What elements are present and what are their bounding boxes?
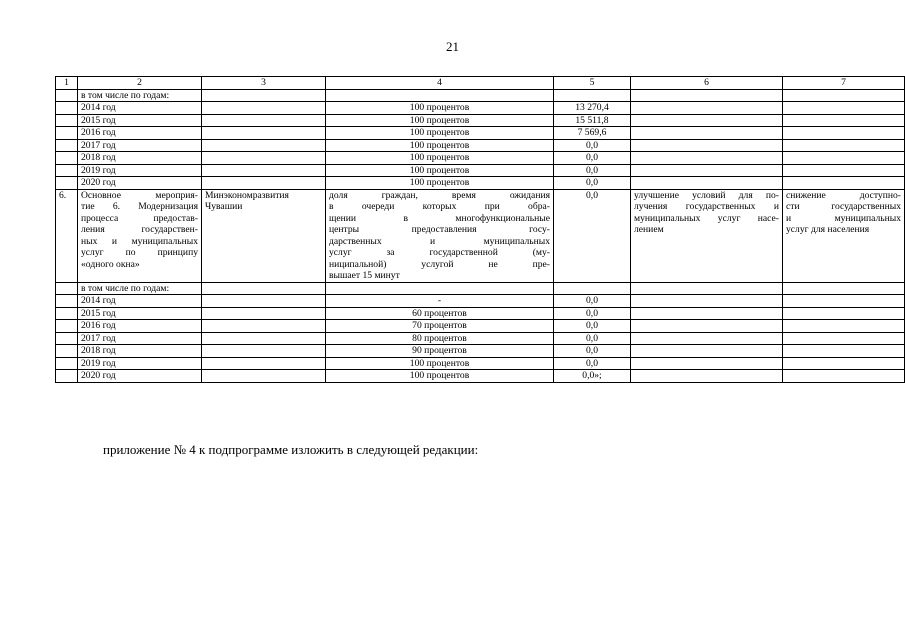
empty-cell (202, 127, 326, 140)
cell-text-line: доля граждан, время ожидания (329, 189, 550, 201)
empty-cell (202, 370, 326, 383)
indicator-value-cell: 80 процентов (326, 332, 554, 345)
empty-cell (631, 152, 783, 165)
empty-cell (783, 89, 905, 102)
group-caption: в том числе по годам: (78, 89, 202, 102)
empty-cell (56, 345, 78, 358)
empty-cell (202, 332, 326, 345)
empty-cell (554, 89, 631, 102)
page-number: 21 (446, 39, 459, 54)
funding-value-cell: 13 270,4 (554, 102, 631, 115)
indicator-value-cell: 100 процентов (326, 177, 554, 190)
empty-cell (783, 345, 905, 358)
year-row (56, 295, 905, 308)
year-cell: 2018 год (78, 152, 202, 165)
funding-value-cell: 0,0 (554, 357, 631, 370)
cell-text-line: щении в многофункциональные (329, 212, 550, 224)
indicator-value-cell: 100 процентов (326, 164, 554, 177)
indicator-value-cell: 100 процентов (326, 114, 554, 127)
empty-cell (631, 164, 783, 177)
cell-text-line: Чувашии (205, 201, 243, 212)
year-cell: 2014 год (78, 295, 202, 308)
year-cell: 2018 год (78, 345, 202, 358)
empty-cell (783, 295, 905, 308)
cell-text-line: услуг по принципу (81, 247, 198, 258)
empty-cell (202, 282, 326, 295)
empty-cell (783, 127, 905, 140)
cell-text-line: центры предоставления госу- (329, 224, 550, 235)
year-row (56, 177, 905, 190)
empty-cell (631, 332, 783, 345)
empty-cell (631, 177, 783, 190)
empty-cell (56, 357, 78, 370)
empty-cell (56, 139, 78, 152)
header-cell: 3 (202, 77, 326, 90)
event-name-cell (78, 189, 202, 282)
empty-cell (783, 164, 905, 177)
year-row (56, 332, 905, 345)
year-cell: 2019 год (78, 357, 202, 370)
empty-cell (783, 370, 905, 383)
empty-cell (202, 307, 326, 320)
program-table (55, 76, 905, 383)
year-cell: 2017 год (78, 139, 202, 152)
empty-cell (783, 152, 905, 165)
empty-cell (202, 164, 326, 177)
empty-cell (631, 102, 783, 115)
expected-result-cell (631, 189, 783, 282)
header-cell: 2 (78, 77, 202, 90)
year-row (56, 357, 905, 370)
header-cell: 1 (56, 77, 78, 90)
empty-cell (56, 295, 78, 308)
year-row (56, 370, 905, 383)
cell-text-line: тие 6. Модернизация (81, 201, 198, 212)
funding-value-cell: 0,0»; (554, 370, 631, 383)
funding-value-cell: 15 511,8 (554, 114, 631, 127)
empty-cell (56, 164, 78, 177)
empty-cell (56, 114, 78, 127)
empty-cell (631, 370, 783, 383)
funding-value-cell: 0,0 (554, 164, 631, 177)
indicator-value-cell: 60 процентов (326, 307, 554, 320)
cell-text-line: снижение доступно- (786, 189, 901, 201)
empty-cell (202, 177, 326, 190)
empty-cell (554, 282, 631, 295)
indicator-value-cell: 100 процентов (326, 152, 554, 165)
year-cell: 2016 год (78, 320, 202, 333)
indicator-cell (326, 189, 554, 282)
empty-cell (631, 320, 783, 333)
empty-cell (631, 139, 783, 152)
table-header-row (56, 77, 905, 90)
empty-cell (631, 89, 783, 102)
empty-cell (783, 114, 905, 127)
empty-cell (202, 139, 326, 152)
cell-text-line: ления государствен- (81, 224, 198, 235)
indicator-value-cell: 100 процентов (326, 370, 554, 383)
funding-value-cell: 0,0 (554, 332, 631, 345)
event-row (56, 189, 905, 282)
year-cell: 2017 год (78, 332, 202, 345)
funding-value-cell: 0,0 (554, 295, 631, 308)
risk-cell (783, 189, 905, 282)
cell-text-line: дарственных и муниципальных (329, 235, 550, 247)
indicator-value-cell: 70 процентов (326, 320, 554, 333)
funding-value-cell: 0,0 (554, 139, 631, 152)
header-cell: 7 (783, 77, 905, 90)
empty-cell (783, 102, 905, 115)
funding-value-cell: 0,0 (554, 320, 631, 333)
year-cell: 2020 год (78, 177, 202, 190)
group-caption: в том числе по годам: (78, 282, 202, 295)
empty-cell (631, 307, 783, 320)
funding-value-cell: 0,0 (554, 177, 631, 190)
empty-cell (56, 282, 78, 295)
empty-cell (202, 152, 326, 165)
group-caption-row (56, 282, 905, 295)
funding-value-cell: 0,0 (554, 345, 631, 358)
year-row (56, 345, 905, 358)
empty-cell (56, 152, 78, 165)
group-caption-row (56, 89, 905, 102)
empty-cell (783, 139, 905, 152)
item-number: 6. (56, 189, 78, 282)
empty-cell (783, 332, 905, 345)
year-cell: 2015 год (78, 307, 202, 320)
year-row (56, 307, 905, 320)
year-cell: 2014 год (78, 102, 202, 115)
year-cell: 2015 год (78, 114, 202, 127)
empty-cell (783, 177, 905, 190)
year-cell: 2016 год (78, 127, 202, 140)
empty-cell (783, 320, 905, 333)
empty-cell (56, 307, 78, 320)
empty-cell (783, 282, 905, 295)
year-row (56, 102, 905, 115)
cell-text-line: услуг для населения (786, 224, 870, 235)
year-cell: 2019 год (78, 164, 202, 177)
header-cell: 6 (631, 77, 783, 90)
header-cell: 4 (326, 77, 554, 90)
empty-cell (56, 127, 78, 140)
cell-text-line: лением (634, 224, 664, 235)
cell-text-line: Минэкономразвития (205, 189, 289, 201)
empty-cell (56, 102, 78, 115)
empty-cell (202, 89, 326, 102)
empty-cell (202, 345, 326, 358)
funding-value-cell: 0,0 (554, 189, 631, 282)
year-row (56, 320, 905, 333)
cell-text-line: вышает 15 минут (329, 270, 400, 281)
empty-cell (202, 295, 326, 308)
indicator-value-cell: 90 процентов (326, 345, 554, 358)
cell-text-line: Основное мероприя- (81, 189, 198, 201)
indicator-value-cell: 100 процентов (326, 357, 554, 370)
cell-text-line: и муниципальных (786, 212, 901, 224)
empty-cell (326, 282, 554, 295)
year-cell: 2020 год (78, 370, 202, 383)
year-row (56, 164, 905, 177)
empty-cell (326, 89, 554, 102)
empty-cell (202, 102, 326, 115)
cell-text-line: процесса предостав- (81, 212, 198, 224)
empty-cell (783, 357, 905, 370)
empty-cell (56, 370, 78, 383)
year-row (56, 127, 905, 140)
indicator-value-cell: 100 процентов (326, 139, 554, 152)
empty-cell (56, 89, 78, 102)
year-row (56, 139, 905, 152)
empty-cell (631, 345, 783, 358)
cell-text-line: услуг за государственной (му- (329, 247, 550, 258)
indicator-value-cell: 100 процентов (326, 102, 554, 115)
funding-value-cell: 7 569,6 (554, 127, 631, 140)
indicator-value-cell: - (326, 295, 554, 308)
empty-cell (56, 332, 78, 345)
empty-cell (783, 307, 905, 320)
cell-text-line: ниципальной) услугой не пре- (329, 258, 550, 270)
trailing-paragraph: приложение № 4 к подпрограмме изложить в следующей редакции: (103, 442, 479, 457)
executor-cell (202, 189, 326, 282)
funding-value-cell: 0,0 (554, 152, 631, 165)
funding-value-cell: 0,0 (554, 307, 631, 320)
cell-text-line: в очереди которых при обра- (329, 201, 550, 212)
empty-cell (202, 114, 326, 127)
empty-cell (631, 295, 783, 308)
empty-cell (56, 177, 78, 190)
cell-text-line: лучения государственных и (634, 201, 779, 212)
cell-text-line: муниципальных услуг насе- (634, 212, 779, 224)
empty-cell (631, 282, 783, 295)
header-cell: 5 (554, 77, 631, 90)
indicator-value-cell: 100 процентов (326, 127, 554, 140)
cell-text-line: улучшение условий для по- (634, 189, 779, 201)
empty-cell (202, 357, 326, 370)
cell-text-line: «одного окна» (81, 258, 140, 270)
empty-cell (631, 127, 783, 140)
cell-text-line: ных и муниципальных (81, 235, 198, 247)
empty-cell (631, 357, 783, 370)
year-row (56, 114, 905, 127)
cell-text-line: сти государственных (786, 201, 901, 212)
empty-cell (202, 320, 326, 333)
empty-cell (56, 320, 78, 333)
empty-cell (631, 114, 783, 127)
year-row (56, 152, 905, 165)
